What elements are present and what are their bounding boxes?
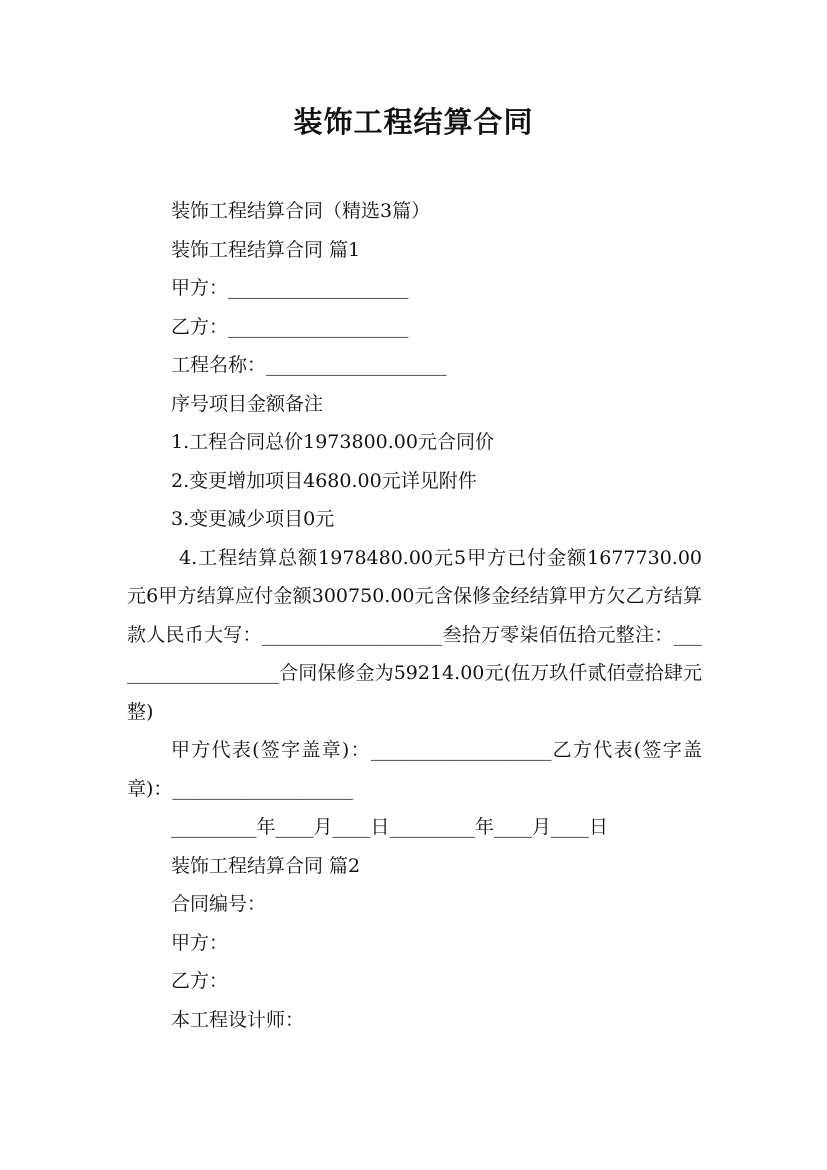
document-title: 装饰工程结算合同	[293, 105, 534, 139]
paragraph-contract-number: 合同编号：	[171, 893, 267, 915]
paragraph-dates: _________年____月____日_________年____月____日	[171, 816, 609, 838]
paragraph-item-3: 3.变更减少项目0元	[171, 508, 335, 530]
paragraph-section-2-heading: 装饰工程结算合同 篇2	[171, 854, 361, 877]
paragraph-signatures-text: 甲方代表(签字盖章)：___________________乙方代表(签字盖章)：___________________	[127, 739, 702, 800]
paragraph-item-2: 2.变更增加项目4680.00元详见附件	[171, 469, 477, 492]
paragraph-party-a-2: 甲方：	[171, 931, 229, 954]
paragraph-subtitle: 装饰工程结算合同（精选3篇）	[171, 200, 431, 222]
paragraph-party-b: 乙方：___________________	[171, 315, 409, 338]
paragraph-designer: 本工程设计师：	[171, 1008, 305, 1031]
paragraph-item-1: 1.工程合同总价1973800.00元合同价	[171, 431, 494, 453]
document-body	[127, 192, 702, 1039]
paragraph-project-name: 工程名称：___________________	[171, 354, 447, 376]
paragraph-item-4-settlement	[127, 539, 702, 732]
paragraph-party-b-2: 乙方：	[171, 970, 229, 992]
paragraph-section-1-heading: 装饰工程结算合同 篇1	[171, 238, 361, 261]
paragraph-item-4-text: 4.工程结算总额1978480.00元5甲方已付金额1677730.00元6甲方结算应付金额300750.00元含保修金经结算甲方欠乙方结算款人民币大写：___________________叁拾万零柒佰伍拾元整注：___________________合同保修金为59214.00元(伍万玖仟贰佰壹拾肆元整)	[127, 546, 702, 723]
paragraph-party-a: 甲方：___________________	[171, 277, 409, 299]
paragraph-table-header: 序号项目金额备注	[171, 392, 324, 415]
paragraph-signatures	[127, 731, 702, 808]
